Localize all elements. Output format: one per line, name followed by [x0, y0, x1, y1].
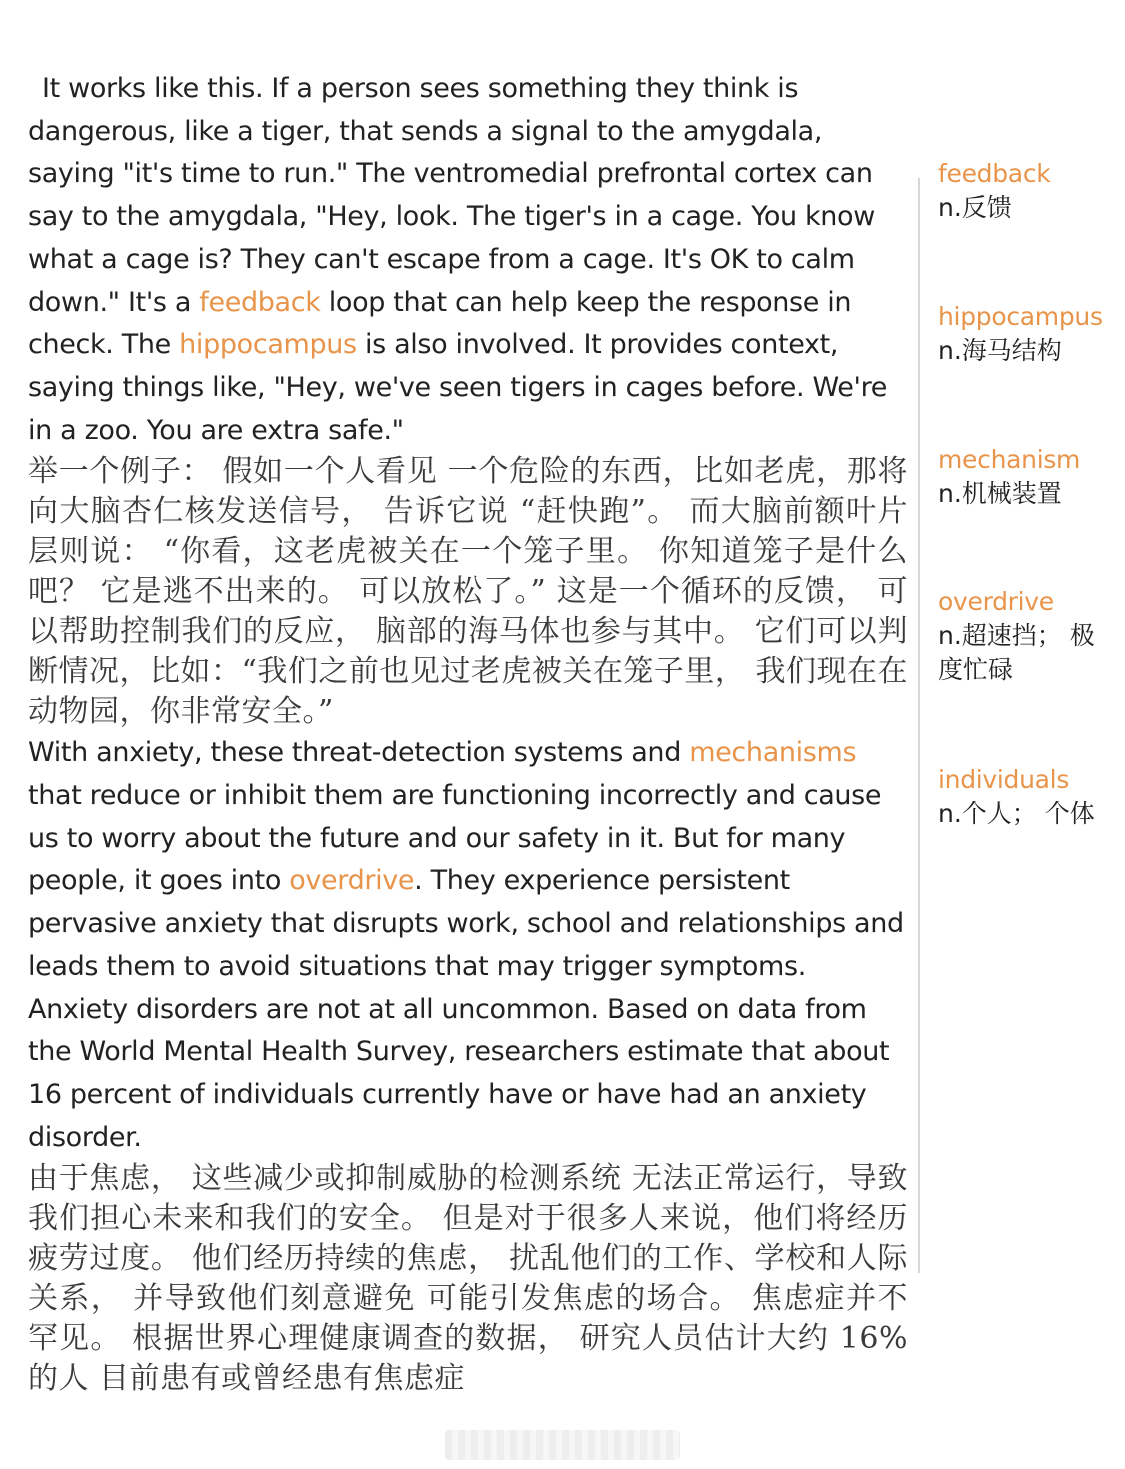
watermark-logo — [445, 1430, 680, 1460]
chinese-translation-1: 举一个例子： 假如一个人看见 一个危险的东西，比如老虎，那将向大脑杏仁核发送信号， 告诉它说 “赶快跑”。 而大脑前额叶片层则说： “你看，这老虎被关在一个笼子里。 你知道笼子是什么吧？ 它是逃不出来的。 可以放松了。” 这是一个循环的反馈， 可以帮助控制我们的反应， 脑部的海马体也参与其中。 它们可以判断情况，比如：“我们之前也见过老虎被关在笼子里， 我们现在在动物园，你非常安全。” — [28, 454, 908, 730]
vocab-word: overdrive — [938, 587, 1054, 616]
vocab-definition: n.超速挡； 极度忙碌 — [938, 621, 1095, 684]
vocab-entry-feedback — [938, 157, 1118, 225]
paragraph-1-text-a: It works like this. If a person sees something they think is dangerous, like a tiger, that sends a signal to the amygdala, saying "it's time to run." The ventromedial prefrontal cortex can say to the amygdala, "Hey, look. The tiger's in a cage. You know what a cage is? They can't escape from a cage. It's OK to calm down." It's a — [28, 73, 875, 318]
highlight-hippocampus: hippocampus — [179, 329, 357, 361]
chinese-translation-2: 由于焦虑， 这些减少或抑制威胁的检测系统 无法正常运行，导致我们担心未来和我们的安全。 但是对于很多人来说，他们将经历疲劳过度。 他们经历持续的焦虑， 扰乱他们的工作、学校和人际关系， 并导致他们刻意避免 可能引发焦虑的场合。 焦虑症并不罕见。 根据世界心理健康调查的数据， 研究人员估计大约 16% 的人 目前患有或曾经患有焦虑症 — [28, 1161, 908, 1397]
highlight-mechanisms: mechanisms — [689, 737, 857, 769]
vocab-word: individuals — [938, 765, 1070, 794]
vocab-word: mechanism — [938, 445, 1081, 474]
vocab-entry-hippocampus — [938, 300, 1118, 368]
vocab-definition: n.海马结构 — [938, 336, 1062, 365]
margin-divider — [918, 178, 920, 1273]
vocab-definition: n.机械装置 — [938, 479, 1062, 508]
vocab-definition: n.反馈 — [938, 193, 1012, 222]
paragraph-2-text-a: With anxiety, these threat-detection systems and — [28, 737, 690, 769]
highlight-overdrive: overdrive — [289, 865, 415, 897]
vocab-entry-individuals — [938, 763, 1118, 831]
vocab-word: hippocampus — [938, 302, 1103, 331]
english-paragraph-2 — [28, 732, 908, 1159]
vocab-entry-overdrive — [938, 585, 1113, 687]
paragraph-1-text-c: is also involved. It provides context, saying things like, "Hey, we've seen tigers in cages before. We're in a zoo. You are extra safe." — [28, 329, 888, 446]
vocab-word: feedback — [938, 159, 1051, 188]
highlight-feedback: feedback — [199, 286, 321, 318]
article-body — [28, 68, 908, 1399]
vocab-entry-mechanism — [938, 443, 1118, 511]
paragraph-2-text-c: . They experience persistent pervasive anxiety that disrupts work, school and relationships and leads them to avoid situations that may trigger symptoms. Anxiety disorders are not at all uncommon. Based on data from the World Mental Health Survey, researchers estimate that about 16 percent of individuals currently have or have had an anxiety disorder. — [28, 865, 904, 1153]
paragraph-2-text-b: that reduce or inhibit them are functioning incorrectly and cause us to worry about the future and our safety in it. But for many people, it goes into — [28, 780, 882, 897]
vocab-definition: n.个人； 个体 — [938, 799, 1095, 828]
english-paragraph-1 — [28, 68, 908, 452]
paragraph-1-text-b: loop that can help keep the response in check. The — [28, 286, 852, 361]
